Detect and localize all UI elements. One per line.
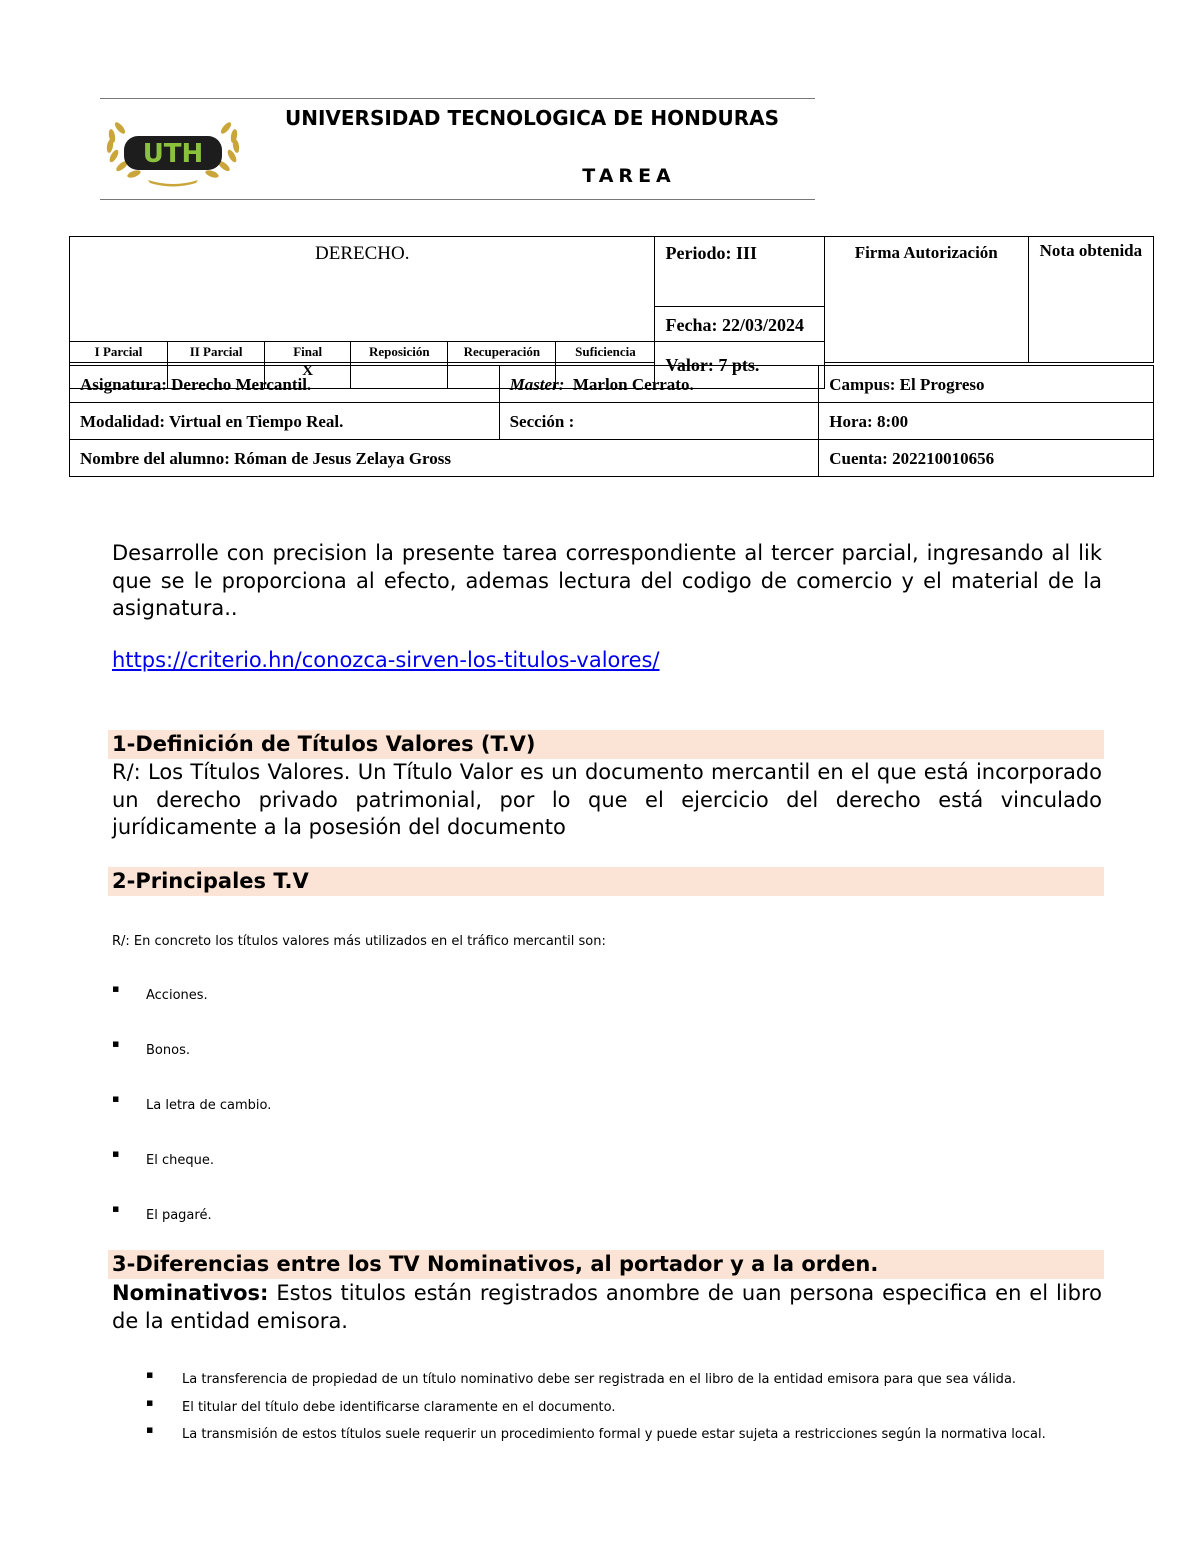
nominativos-text: Estos titulos están registrados anombre de uan persona especifica en el libro de la entidad emisora. — [112, 1281, 1102, 1333]
header-bottom-rule — [100, 199, 815, 200]
document-type: TAREA — [582, 165, 676, 187]
question-1-title: 1-Definición de Títulos Valores (T.V) — [108, 730, 1104, 759]
exam-type-1: I Parcial — [70, 342, 168, 363]
nominativos-label: Nominativos: — [112, 1281, 269, 1305]
fecha-cell: Fecha: 22/03/2024 — [655, 307, 824, 342]
bullet-icon: ▪ — [112, 1202, 120, 1215]
asignatura-cell: Asignatura: Derecho Mercantil. — [70, 366, 500, 403]
cuenta-cell: Cuenta: 202210010656 — [819, 440, 1154, 477]
exam-type-3: Final — [265, 342, 351, 363]
exam-type-5: Recuperación — [448, 342, 556, 363]
bullet-icon: ▪ — [112, 982, 120, 995]
nota-cell: Nota obtenida — [1028, 237, 1153, 363]
master-label: Master: — [509, 375, 565, 394]
intro-paragraph: Desarrolle con precision la presente tarea correspondiente al tercer parcial, ingresando al lik que se le proporciona al efecto, ademas lectura del codigo de comercio y el material de la asignatura.. — [112, 541, 1102, 620]
header-top-rule — [100, 98, 815, 99]
bullet-icon: ▪ — [112, 1147, 120, 1160]
exam-type-2: II Parcial — [168, 342, 265, 363]
bullet-icon: ▪ — [146, 1368, 154, 1381]
exam-mark-3: X — [265, 363, 351, 389]
subject-title: DERECHO. — [70, 237, 655, 342]
question-2-intro: R/: En concreto los títulos valores más utilizados en el tráfico mercantil son: — [112, 934, 606, 949]
question-3-title: 3-Diferencias entre los TV Nominativos, al portador y a la orden. — [108, 1250, 1104, 1279]
seccion-cell: Sección : — [499, 403, 819, 440]
exam-type-6: Suficiencia — [556, 342, 655, 363]
reference-link[interactable]: https://criterio.hn/conozca-sirven-los-titulos-valores/ — [112, 648, 660, 672]
student-info-table — [69, 365, 1154, 477]
firma-cell: Firma Autorización — [824, 237, 1028, 363]
svg-text:UTH: UTH — [142, 139, 204, 169]
master-cell — [499, 366, 819, 403]
hora-cell: Hora: 8:00 — [819, 403, 1154, 440]
exam-type-4: Reposición — [351, 342, 448, 363]
question-3-answer — [112, 1280, 1102, 1335]
modalidad-cell: Modalidad: Virtual en Tiempo Real. — [70, 403, 500, 440]
question-2-title: 2-Principales T.V — [108, 867, 1104, 896]
university-name: UNIVERSIDAD TECNOLOGICA DE HONDURAS — [285, 106, 780, 130]
bullet-icon: ▪ — [112, 1092, 120, 1105]
bullet-icon: ▪ — [146, 1396, 154, 1409]
question-1-answer: R/: Los Títulos Valores. Un Título Valor es un documento mercantil en el que está incorporado un derecho privado patrimonial, por lo que el ejercicio del derecho está vinculado jurídicamente a la posesión del documento — [112, 760, 1102, 839]
campus-cell: Campus: El Progreso — [819, 366, 1154, 403]
periodo-cell: Periodo: III — [655, 237, 824, 307]
bullet-icon: ▪ — [146, 1423, 154, 1436]
master-name: Marlon Cerrato. — [572, 375, 694, 394]
alumno-cell: Nombre del alumno: Róman de Jesus Zelaya Gross — [70, 440, 819, 477]
bullet-icon: ▪ — [112, 1037, 120, 1050]
valor-cell: Valor: 7 pts. — [655, 342, 824, 389]
uth-logo — [100, 116, 246, 188]
